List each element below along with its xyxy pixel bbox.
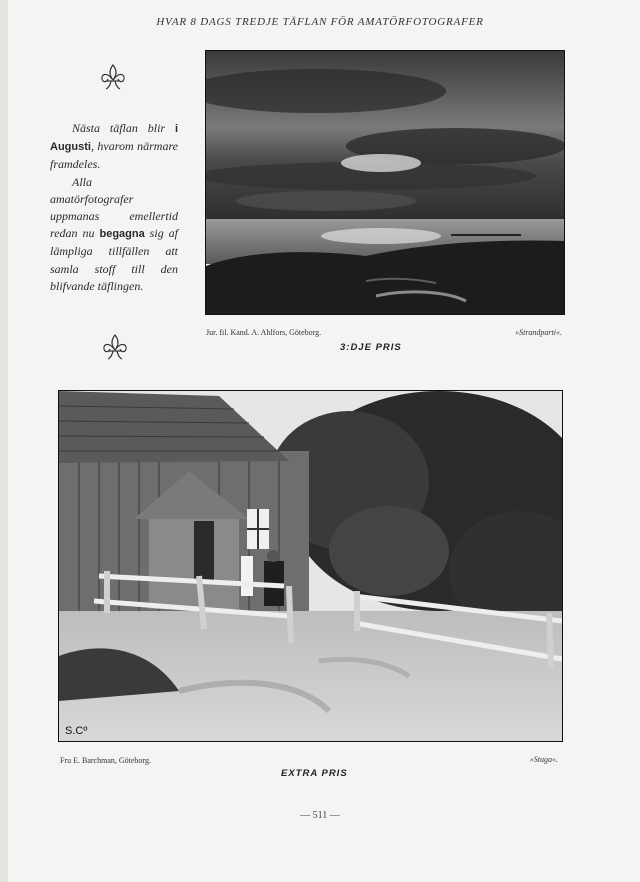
- fleur-de-lis-icon: [98, 62, 128, 92]
- photo2-credit: Fru E. Barchman, Göteborg.: [60, 756, 151, 765]
- photo1-title: »Strandparti«.: [515, 328, 562, 337]
- photo1-credit: Jur. fil. Kand. A. Ahlfors, Göteborg.: [206, 328, 322, 337]
- notice-emphasis: begagna: [99, 228, 145, 241]
- notice-paragraph-2: Alla amatörfotografer uppmanas emellertid redan nu begagna sig af lämpliga tillfällen att samla stoff till den blifvande täflingen.: [50, 174, 178, 293]
- photographer-signature: S.Cº: [65, 725, 88, 737]
- photo2-prize: EXTRA PRIS: [281, 768, 348, 779]
- page-edge: [0, 0, 8, 882]
- competition-notice: [50, 120, 178, 295]
- photo1-prize: 3:DJE PRIS: [340, 342, 402, 353]
- page-number: — 511 —: [300, 810, 340, 821]
- notice-paragraph-1: Nästa täflan blir i Augusti, hvarom närmare framdeles.: [50, 121, 178, 172]
- photo-strandparti: [205, 50, 565, 315]
- photo2-title: »Stuga«.: [529, 755, 558, 764]
- notice-month: i Augusti: [50, 123, 178, 154]
- fleur-de-lis-icon: [100, 332, 130, 362]
- running-header: HVAR 8 DAGS TREDJE TÄFLAN FÖR AMATÖRFOTOGRAFER: [156, 16, 484, 28]
- photo-stuga: [58, 390, 563, 742]
